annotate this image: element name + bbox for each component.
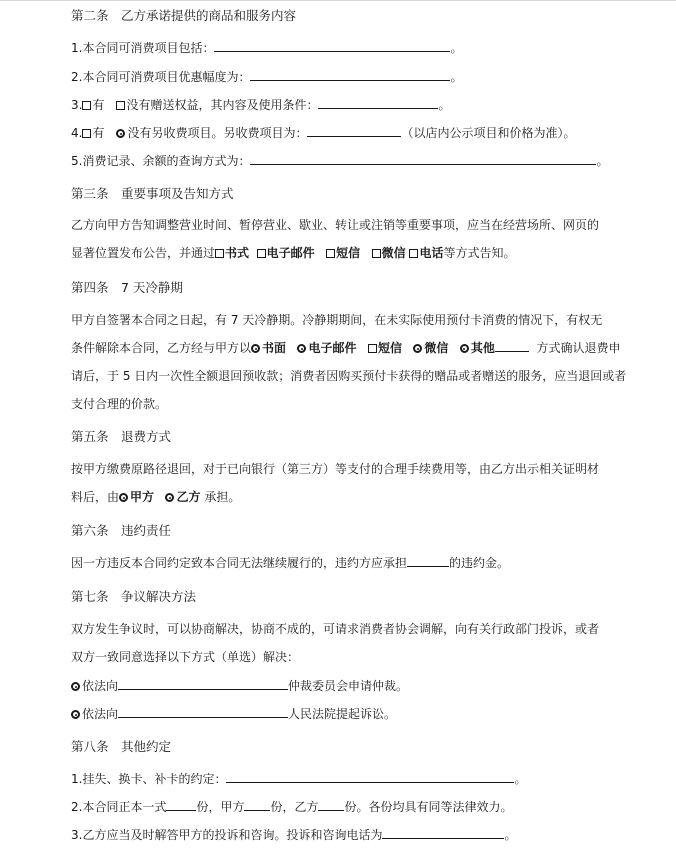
checkbox-extra-fee-yes[interactable]: [82, 129, 91, 138]
article-4-text: 条件解除本合同，乙方经与甲方以: [71, 341, 252, 355]
checkbox-sms[interactable]: [326, 249, 335, 258]
article-7-para-line-2: 双方一致同意选择以下方式（单选）解决：: [71, 650, 300, 664]
other-method-field[interactable]: [495, 339, 529, 352]
checkbox-sms[interactable]: [368, 344, 377, 353]
article-3-text-end: 等方式告知。: [443, 246, 516, 260]
article-6-heading: 第六条 违约责任: [71, 523, 172, 538]
litigation-text: 依法向: [82, 707, 119, 721]
period: 。: [504, 828, 517, 842]
checked-circle-icon[interactable]: [460, 344, 469, 353]
checked-circle-icon[interactable]: [71, 682, 80, 691]
article-3-para-line-1: 乙方向甲方告知调整营业时间、暂停营业、歇业、转让或注销等重要事项，应当在经营场所、网页的: [71, 218, 600, 232]
article-4-heading: 第四条 7 天冷静期: [71, 280, 183, 295]
option-email: 电子邮件: [266, 246, 315, 260]
party-b-copies-field[interactable]: [318, 798, 344, 811]
option-email: 电子邮件: [308, 341, 357, 355]
arbitration-option: [71, 677, 408, 695]
clause-8-3: [71, 826, 516, 844]
clause-2-3-text: 没有赠送权益，其内容及使用条件：: [126, 98, 319, 112]
checked-circle-icon[interactable]: [251, 344, 260, 353]
article-4-para-line-1: 甲方自签署本合同之日起，有 7 天冷静期。冷静期期间，在未实际使用预付卡消费的情况下，有权无: [71, 313, 603, 327]
article-6-text: 因一方违反本合同约定致本合同无法继续履行的，违约方应承担: [71, 556, 408, 570]
option-sms: 短信: [336, 246, 361, 260]
checkbox-gift-no[interactable]: [116, 101, 125, 110]
clause-8-2: [71, 798, 513, 816]
checked-circle-icon[interactable]: [71, 710, 80, 719]
checked-circle-icon[interactable]: [297, 344, 306, 353]
consumption-items-field[interactable]: [214, 39, 450, 52]
article-6-para: [71, 554, 509, 572]
checkbox-email[interactable]: [257, 249, 266, 258]
penalty-field[interactable]: [407, 554, 449, 567]
clause-8-3-text: 3.乙方应当及时解答甲方的投诉和咨询。投诉和咨询电话为: [71, 828, 383, 842]
checked-circle-icon[interactable]: [165, 493, 174, 502]
clause-2-5-text: 5.消费记录、余额的查询方式为：: [71, 154, 251, 168]
checked-circle-icon[interactable]: [413, 344, 422, 353]
article-5-para-line-1: 按甲方缴费原路径退回，对于已向银行（第三方）等支付的合理手续费用等，由乙方出示相关证明材: [71, 462, 600, 476]
arbitration-text-end: 仲裁委员会申请仲裁。: [288, 679, 409, 693]
article-4-para-line-3: 请后，于 5 日内一次性全额退回预收款；消费者因购买预付卡获得的赠品或者赠送的服务，应当退回或者: [71, 369, 627, 383]
option-phone: 电话: [419, 246, 444, 260]
clause-8-2-text-a: 份，甲方: [196, 800, 245, 814]
option-wechat: 微信: [424, 341, 449, 355]
litigation-option: [71, 705, 396, 723]
page-top-border: [0, 0, 676, 1]
article-5-text-end: 承担。: [204, 490, 241, 504]
option-sms: 短信: [377, 341, 402, 355]
article-3-heading: 第三条 重要事项及告知方式: [71, 186, 234, 201]
clause-2-4: [71, 124, 576, 142]
checkbox-gift-yes[interactable]: [82, 101, 91, 110]
balance-query-method-field[interactable]: [250, 152, 596, 165]
gift-conditions-field[interactable]: [318, 96, 438, 109]
clause-8-2-text-b: 份，乙方: [270, 800, 319, 814]
checked-circle-icon[interactable]: [119, 493, 128, 502]
article-3-text: 显著位置发布公告，并通过: [71, 246, 216, 260]
clause-8-1: [71, 770, 526, 788]
period: 。: [450, 41, 463, 55]
option-party-a: 甲方: [130, 490, 155, 504]
arbitration-text: 依法向: [82, 679, 119, 693]
article-6-text-end: 的违约金。: [449, 556, 510, 570]
clause-2-5: [71, 152, 608, 170]
option-label-yes: 有: [92, 126, 117, 140]
article-5-para-line-2: [71, 488, 240, 506]
option-written: 书面: [262, 341, 287, 355]
period: 。: [514, 772, 527, 786]
article-4-para-line-2: [71, 339, 621, 357]
checkbox-written[interactable]: [215, 249, 224, 258]
article-5-heading: 第五条 退费方式: [71, 429, 172, 444]
clause-8-1-text: 1.挂失、换卡、补卡的约定：: [71, 772, 227, 786]
clause-2-3-number: 3.: [71, 98, 83, 112]
clause-8-2-text-end: 份。各份均具有同等法律效力。: [344, 800, 513, 814]
option-written: 书式: [225, 246, 250, 260]
clause-2-1-text: 1.本合同可消费项目包括：: [71, 41, 215, 55]
extra-fee-items-field[interactable]: [307, 124, 401, 137]
option-label-yes: 有: [92, 98, 117, 112]
clause-2-3: [71, 96, 451, 114]
arbitration-commission-field[interactable]: [118, 677, 288, 690]
card-loss-agreement-field[interactable]: [226, 770, 514, 783]
option-wechat: 微信: [381, 246, 406, 260]
discount-rate-field[interactable]: [250, 68, 450, 81]
total-copies-field[interactable]: [166, 798, 196, 811]
option-other: 其他: [470, 341, 495, 355]
period: 。: [596, 154, 609, 168]
article-3-para-line-2: [71, 244, 515, 262]
checkbox-phone[interactable]: [409, 249, 418, 258]
period: 。: [438, 98, 451, 112]
checked-circle-icon[interactable]: [116, 129, 125, 138]
period: 。: [450, 70, 463, 84]
article-2-heading: 第二条 乙方承诺提供的商品和服务内容: [71, 8, 297, 23]
article-4-text-end: 方式确认退费申: [536, 341, 621, 355]
article-5-text: 料后，由: [71, 490, 120, 504]
clause-2-4-note: （以店内公示项目和价格为准）。: [401, 126, 576, 140]
checkbox-wechat[interactable]: [372, 249, 381, 258]
litigation-text-end: 人民法院提起诉讼。: [288, 707, 397, 721]
clause-2-4-number: 4.: [71, 126, 83, 140]
complaint-phone-field[interactable]: [382, 826, 504, 839]
article-4-para-line-4: 支付合理的价款。: [71, 397, 168, 411]
clause-2-1: [71, 39, 462, 57]
court-name-field[interactable]: [118, 705, 288, 718]
clause-8-2-text: 2.本合同正本一式: [71, 800, 167, 814]
article-7-para-line-1: 双方发生争议时，可以协商解决，协商不成的，可请求消费者协会调解，向有关行政部门投诉，或者: [71, 622, 600, 636]
clause-2-2-text: 2.本合同可消费项目优惠幅度为：: [71, 70, 251, 84]
article-8-heading: 第八条 其他约定: [71, 739, 172, 754]
clause-2-2: [71, 68, 462, 86]
article-7-heading: 第七条 争议解决方法: [71, 589, 197, 604]
clause-2-4-text: 没有另收费项目。另收费项目为：: [127, 126, 308, 140]
party-a-copies-field[interactable]: [244, 798, 270, 811]
option-party-b: 乙方: [176, 490, 201, 504]
